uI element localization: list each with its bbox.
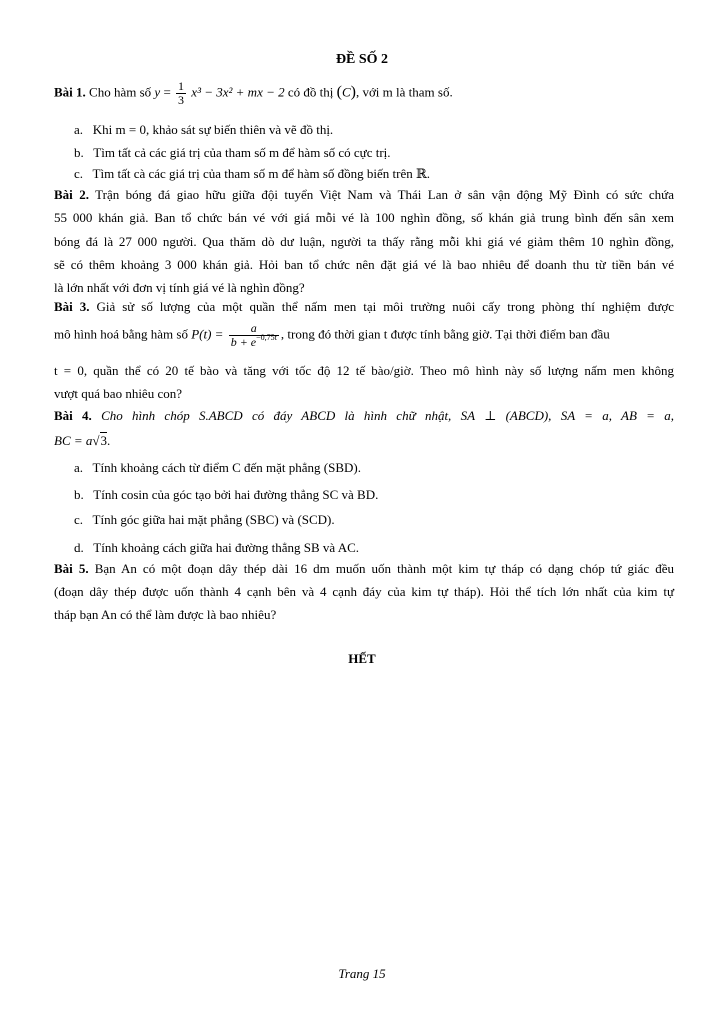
bai4-text-2-pre: BC = a: [54, 433, 93, 448]
bai1-item-c: [74, 166, 674, 182]
bai4-item-a-marker: a.: [74, 460, 84, 475]
bai1-frac-den: 3: [178, 93, 185, 107]
bai4-text-1: Cho hình chóp S.ABCD có đáy ABCD là hình chữ nhật, SA ⊥ (ABCD), SA = a, AB = a,: [101, 408, 674, 423]
bai4-line-2: [54, 433, 674, 449]
page-number: Trang 15: [338, 966, 386, 981]
bai3-frac-den: [229, 335, 279, 349]
bai4-item-d: [74, 540, 674, 556]
bai3-line-2: [54, 322, 674, 349]
sqrt-symbol: √3: [92, 433, 108, 448]
bai2-line-5: là lớn nhất với đơn vị tính giá vé là nghìn đồng?: [54, 280, 305, 295]
bai1-func-rest: x³ − 3x² + mx − 2: [191, 84, 285, 100]
bai1-item-a-text: Khi m = 0, khảo sát sự biến thiên và vẽ đồ thị.: [92, 122, 334, 137]
bai3-frac-exp: −0,75t: [256, 333, 277, 342]
bai1-mid: có đồ thị: [287, 84, 334, 100]
bai3-frac-den-base: b + e: [230, 335, 257, 349]
bai4-line-1: [54, 408, 674, 424]
bai2-text-1: Trận bóng đá giao hữu giữa đội tuyển Việt Nam và Thái Lan ở sân vận động Mỹ Đình có sức chứa: [95, 187, 674, 202]
bai3-label: Bài 3.: [54, 299, 90, 314]
bai3-text-2-post: , trong đó thời gian t được tính bằng giờ. Tại thời điểm ban đầu: [280, 326, 610, 342]
bai4-item-c-marker: c.: [74, 512, 84, 527]
page-footer: [0, 966, 724, 982]
bai1-item-b-marker: b.: [74, 145, 84, 160]
bai5-line-2: (đoạn dây thép được uốn thành 4 cạnh bên và 4 cạnh đáy của kim tự tháp). Hỏi thể tích lớn nhất của kim tự: [54, 584, 674, 599]
bai4-item-a: [74, 460, 674, 476]
bai3-frac-num: a: [250, 321, 257, 335]
bai5-line-3: tháp bạn An có thể làm được là bao nhiêu?: [54, 607, 277, 622]
bai4-item-d-text: Tính khoảng cách giữa hai đường thẳng SB và AC.: [93, 540, 360, 555]
bai1-item-a: [74, 122, 674, 138]
bai1-statement: Bài 1. Cho hàm số y = $\frac{1}{3}$ x³ − 3x² + mx − 2 có đồ thị (C), với m là tham số.: [54, 79, 453, 107]
bai1-item-b: [74, 145, 674, 161]
bai4-item-b: [74, 487, 674, 503]
bai4-label: Bài 4.: [54, 408, 92, 423]
bai4-item-c-text: Tính góc giữa hai mặt phẳng (SBC) và (SCD).: [92, 512, 335, 527]
bai1-end: , với m là tham số.: [355, 84, 453, 100]
end-marker: HẾT: [348, 651, 376, 666]
bai4-item-c: [74, 512, 674, 528]
bai1-intro: Cho hàm số: [89, 84, 152, 100]
bai1-frac-num: 1: [178, 79, 185, 93]
bai4-text-2-post: .: [107, 433, 111, 448]
bai3-func: P(t) =: [191, 326, 224, 342]
bai3-line-3: t = 0, quần thể có 20 tế bào và tăng với tốc độ 12 tế bào/giờ. Theo mô hình này số lượng nấm men không: [54, 363, 674, 378]
bai4-item-d-marker: d.: [74, 540, 84, 555]
bai4-root-value: 3: [100, 433, 108, 448]
bai5-text-1: Bạn An có một đoạn dây thép dài 16 dm muốn uốn thành một kim tự tháp có dạng chóp tứ giác đều: [94, 561, 674, 576]
bai2-line-1: [54, 187, 674, 203]
bai4-item-a-text: Tính khoảng cách từ điểm C đến mặt phẳng (SBD).: [92, 460, 361, 475]
bai1-func-y: y: [154, 84, 161, 100]
bai3-fraction: [229, 322, 279, 349]
bai5-line-1: [54, 561, 674, 577]
bai1-fraction: [176, 80, 186, 107]
bai5-label: Bài 5.: [54, 561, 89, 576]
bai1-item-a-marker: a.: [74, 122, 84, 137]
bai1-label: Bài 1.: [54, 84, 86, 100]
bai4-item-b-text: Tính cosin của góc tạo bởi hai đường thẳng SC và BD.: [93, 487, 379, 502]
bai2-line-3: bóng đá là 27 000 người. Qua thăm dò dư luận, người ta thấy rằng mỗi khi giá vé giảm thêm 10 nghìn đồng,: [54, 234, 674, 249]
bai2-line-2: 55 000 khán giả. Ban tổ chức bán vé với giá mỗi vé là 100 nghìn đồng, số khán giả trung bình đến sân xem: [54, 210, 674, 225]
bai4-item-b-marker: b.: [74, 487, 84, 502]
bai1-item-b-text: Tìm tất cả các giá trị của tham số m để hàm số có cực trị.: [93, 145, 391, 160]
bai2-line-4: sẽ có thêm khoảng 3 000 khán giả. Hỏi ban tổ chức nên đặt giá vé là bao nhiêu để doanh thu từ tiền bán vé: [54, 257, 674, 272]
bai1-item-c-marker: c.: [74, 166, 84, 181]
bai1-item-c-text: Tìm tất cà các giá trị của tham số m để hàm số đồng biến trên ℝ.: [92, 166, 431, 181]
page-title: ĐỀ SỐ 2: [335, 52, 389, 67]
bai3-text-2-pre: mô hình hoá bằng hàm số: [54, 326, 188, 342]
bai3-line-1: [54, 299, 674, 315]
bai2-label: Bài 2.: [54, 187, 89, 202]
bai3-text-1: Giả sử số lượng của một quần thể nấm men tại môi trường nuôi cấy trong phòng thí nghiệm được: [96, 299, 674, 314]
bai3-line-4: vượt quá bao nhiêu con?: [54, 386, 182, 401]
bai1-curve: C: [341, 84, 351, 100]
